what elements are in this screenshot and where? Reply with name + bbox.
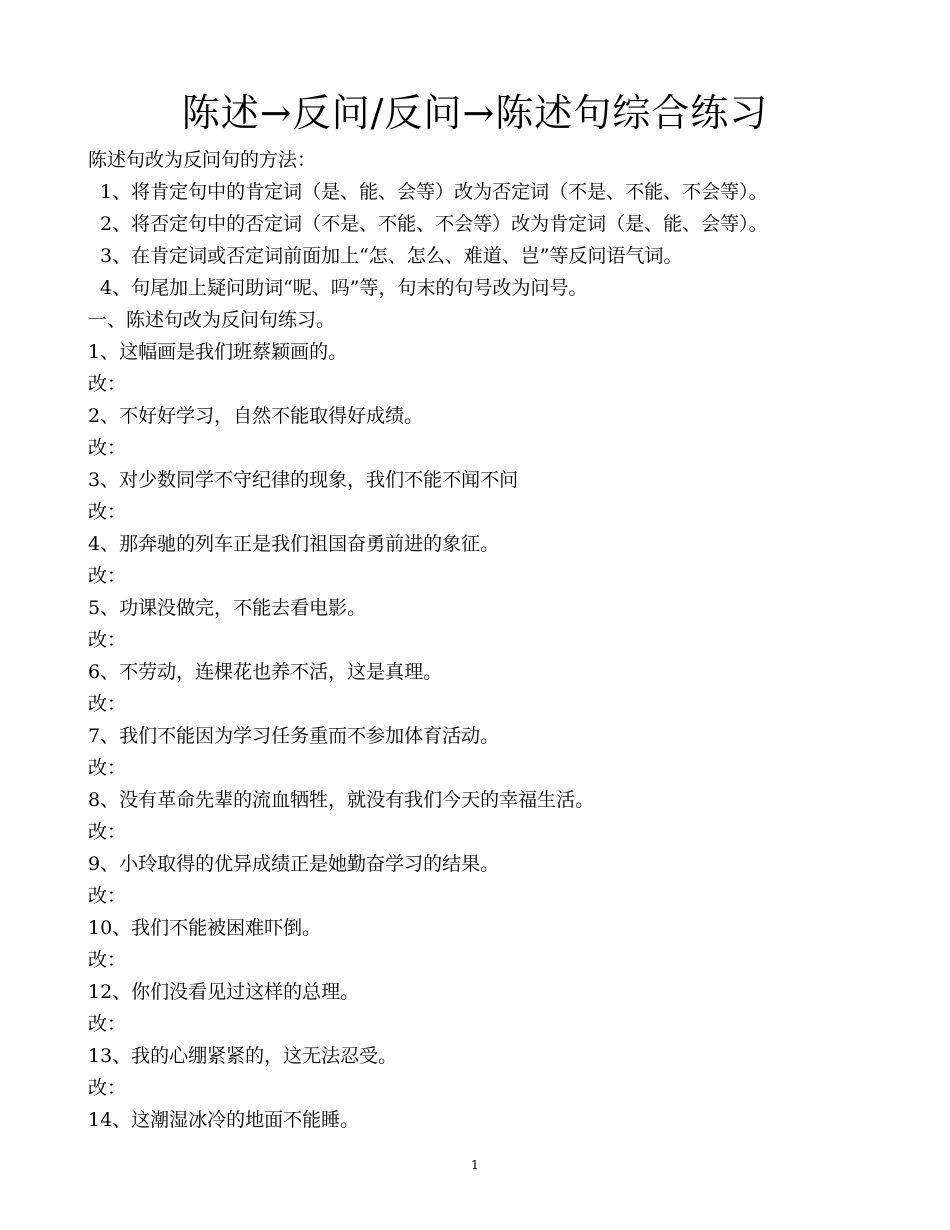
page-title: 陈述→反问/反问→陈述句综合练习: [181, 91, 769, 135]
exercise-item: 1、这幅画是我们班蔡颖画的。: [88, 341, 348, 363]
exercise-item: 10、我们不能被困难吓倒。: [88, 917, 322, 939]
answer-label: 改：: [88, 629, 127, 651]
answer-label: 改：: [88, 885, 127, 907]
exercise-item: 8、没有革命先辈的流血牺牲，就没有我们今天的幸福生活。: [88, 789, 595, 811]
answer-label: 改：: [88, 437, 127, 459]
answer-label: 改：: [88, 565, 127, 587]
method-item-2: 2、将否定句中的否定词（不是、不能、不会等）改为肯定词（是、能、会等）。: [100, 213, 768, 235]
exercise-item: 14、这潮湿冰冷的地面不能睡。: [88, 1109, 360, 1131]
answer-label: 改：: [88, 693, 127, 715]
answer-label: 改：: [88, 501, 127, 523]
exercise-item: 5、功课没做完，不能去看电影。: [88, 597, 367, 619]
answer-label: 改：: [88, 1013, 127, 1035]
exercise-item: 7、我们不能因为学习任务重而不参加体育活动。: [88, 725, 500, 747]
page-number: 1: [471, 1158, 479, 1172]
methods-heading: 陈述句改为反问句的方法：: [88, 149, 317, 171]
document-body: [88, 144, 878, 1136]
method-item-1: 1、将肯定句中的肯定词（是、能、会等）改为否定词（不是、不能、不会等）。: [100, 181, 768, 203]
exercise-item: 12、你们没看见过这样的总理。: [88, 981, 360, 1003]
answer-label: 改：: [88, 821, 127, 843]
exercise-item: 13、我的心绷紧紧的，这无法忍受。: [88, 1045, 398, 1067]
exercise-item: 6、不劳动，连棵花也养不活，这是真理。: [88, 661, 443, 683]
method-item-3: 3、在肯定词或否定词前面加上“怎、怎么、难道、岂”等反问语气词。: [100, 245, 683, 267]
exercise-item: 2、不好好学习，自然不能取得好成绩。: [88, 405, 424, 427]
answer-label: 改：: [88, 373, 127, 395]
exercise-item: 3、对少数同学不守纪律的现象，我们不能不闻不问: [88, 469, 519, 491]
exercise-item: 9、小玲取得的优异成绩正是她勤奋学习的结果。: [88, 853, 500, 875]
answer-label: 改：: [88, 1077, 127, 1099]
answer-label: 改：: [88, 949, 127, 971]
exercise-item: 4、那奔驰的列车正是我们祖国奋勇前进的象征。: [88, 533, 500, 555]
answer-label: 改：: [88, 757, 127, 779]
method-item-4: 4、句尾加上疑问助词“呢、吗”等，句末的句号改为问号。: [100, 277, 588, 299]
section-heading: 一、陈述句改为反问句练习。: [88, 309, 336, 331]
